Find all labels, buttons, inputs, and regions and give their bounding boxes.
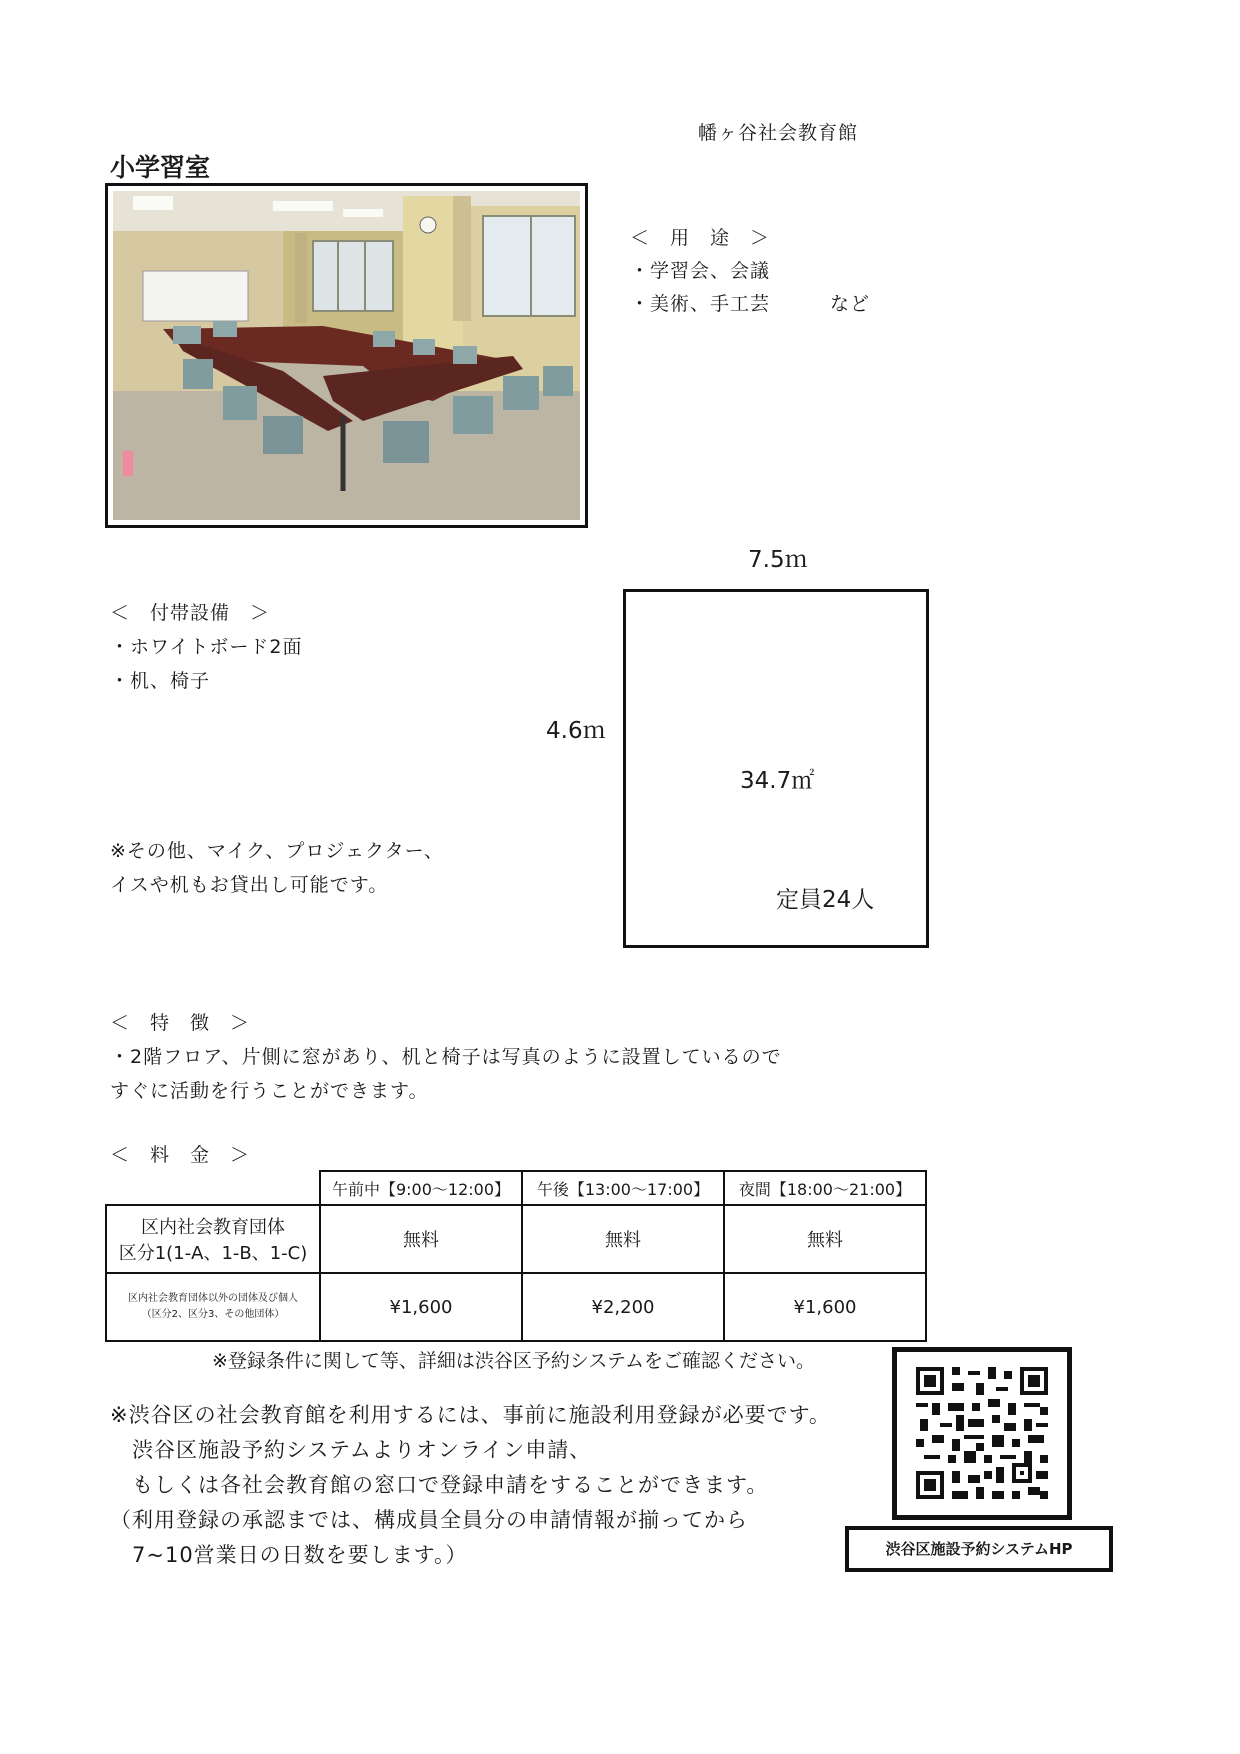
room-photo [105,183,588,528]
registration-note: ※登録条件に関して等、詳細は渋谷区予約システムをご確認ください。 [212,1350,816,1372]
fees-row-label [106,1273,320,1341]
rental-note [110,834,444,902]
uses-section [630,222,870,321]
registration-info [110,1398,831,1573]
features-section [110,1006,782,1108]
capacity-label: 定員24人 [776,887,875,913]
uses-item: ・美術、手工芸 など [630,293,871,315]
fees-cell: 無料 [724,1205,926,1273]
fees-header-row [106,1171,926,1205]
fees-row-label-line: 区内社会教育団体以外の団体及び個人 [128,1293,298,1304]
equipment-item: ・机、椅子 [110,670,211,692]
registration-info-line: 渋谷区施設予約システムよりオンライン申請、 [110,1438,592,1462]
rental-note-line: ※その他、マイク、プロジェクター、 [110,840,444,862]
facility-name: 幡ヶ谷社会教育館 [698,122,859,144]
registration-info-line: 7~10営業日の日数を要します。） [110,1543,468,1567]
floor-height-label: 4.6ｍ [546,718,606,744]
room-photo-image [113,191,580,520]
fees-heading: ＜ 料 金 ＞ [110,1144,251,1166]
features-line: ・2階フロア、片側に窓があり、机と椅子は写真のように設置しているので [110,1046,782,1068]
table-row [106,1205,926,1273]
uses-item: ・学習会、会議 [630,260,771,282]
registration-info-line: もしくは各社会教育館の窓口で登録申請をすることができます。 [110,1473,769,1497]
fees-cell: ¥1,600 [724,1273,926,1341]
equipment-item: ・ホワイトボード2面 [110,636,303,658]
uses-heading: ＜ 用 途 ＞ [630,227,771,249]
equipment-section [110,596,303,698]
fees-table [105,1170,927,1342]
features-heading: ＜ 特 徴 ＞ [110,1012,251,1034]
fees-column-header: 夜間【18:00～21:00】 [724,1171,926,1205]
fees-row-label [106,1205,320,1273]
fees-row-label-line: （区分2、区分3、その他団体） [141,1309,285,1320]
fees-cell: ¥2,200 [522,1273,724,1341]
registration-info-line: （利用登録の承認までは、構成員全員分の申請情報が揃ってから [110,1508,748,1532]
room-title: 小学習室 [110,153,211,182]
floor-width-label: 7.5ｍ [748,547,808,573]
fees-cell: ¥1,600 [320,1273,522,1341]
rental-note-line: イスや机もお貸出し可能です。 [110,874,389,896]
fees-corner-cell [106,1171,320,1205]
fees-row-label-line: 区分1(1-A、1-B、1-C) [118,1243,308,1264]
fees-row-label-line: 区内社会教育団体 [141,1217,285,1238]
fees-column-header: 午前中【9:00～12:00】 [320,1171,522,1205]
fees-column-header: 午後【13:00～17:00】 [522,1171,724,1205]
table-row [106,1273,926,1341]
qr-code[interactable] [892,1347,1072,1520]
fees-cell: 無料 [522,1205,724,1273]
registration-info-line: ※渋谷区の社会教育館を利用するには、事前に施設利用登録が必要です。 [110,1403,831,1427]
qr-label[interactable]: 渋谷区施設予約システムHP [845,1526,1113,1572]
features-line: すぐに活動を行うことができます。 [110,1080,429,1102]
equipment-heading: ＜ 付帯設備 ＞ [110,602,271,624]
qr-code-icon [916,1367,1048,1499]
fees-cell: 無料 [320,1205,522,1273]
floor-area-label: 34.7㎡ [740,768,815,794]
